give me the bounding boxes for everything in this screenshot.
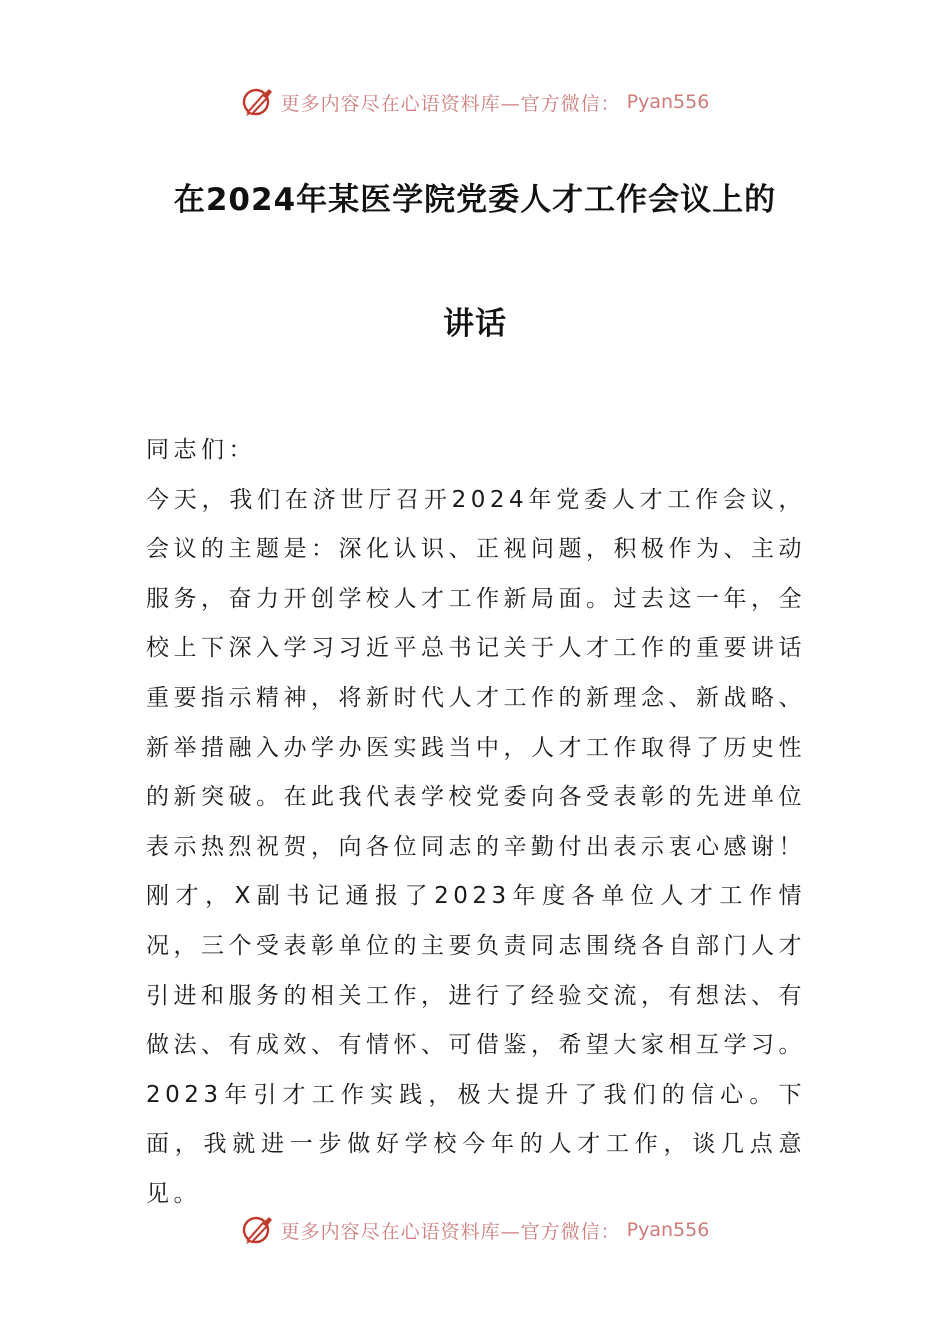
watermark-text: 更多内容尽在心语资料库—官方微信：: [280, 1220, 621, 1243]
salutation: 同志们：: [146, 437, 256, 463]
watermark-banner-top: [0, 82, 950, 122]
watermark-wechat-id: Pyan556: [626, 1219, 710, 1241]
document-body: [146, 426, 806, 1220]
watermark-wechat-id: Pyan556: [626, 91, 710, 113]
body-paragraph-1: 今天，我们在济世厅召开2024年党委人才工作会议，会议的主题是：深化认识、正视问题，积极作为、主动服务，奋力开创学校人才工作新局面。过去这一年，全校上下深入学习习近平总书记关于人才工作的重要讲话重要指示精神，将新时代人才工作的新理念、新战略、新举措融入办学办医实践当中，人才工作取得了历史性的新突破。在此我代表学校党委向各受表彰的先进单位表示热烈祝贺，向各位同志的辛勤付出表示衷心感谢！: [146, 486, 806, 860]
document-title-line2: 讲话: [443, 306, 507, 342]
body-paragraph-2: 刚才，X副书记通报了2023年度各单位人才工作情况，三个受表彰单位的主要负责同志围绕各自部门人才引进和服务的相关工作，进行了经验交流，有想法、有做法、有成效、有情怀、可借鉴，希望大家相互学习。2023年引才工作实践，极大提升了我们的信心。下面，我就进一步做好学校今年的人才工作，谈几点意见。: [146, 883, 806, 1207]
pen-logo-icon: [241, 85, 275, 119]
pen-logo-icon: [241, 1213, 275, 1247]
document-title-line1: 在2024年某医学院党委人才工作会议上的: [173, 182, 777, 218]
watermark-text: 更多内容尽在心语资料库—官方微信：: [280, 92, 621, 115]
watermark-banner-bottom: [0, 1210, 950, 1250]
